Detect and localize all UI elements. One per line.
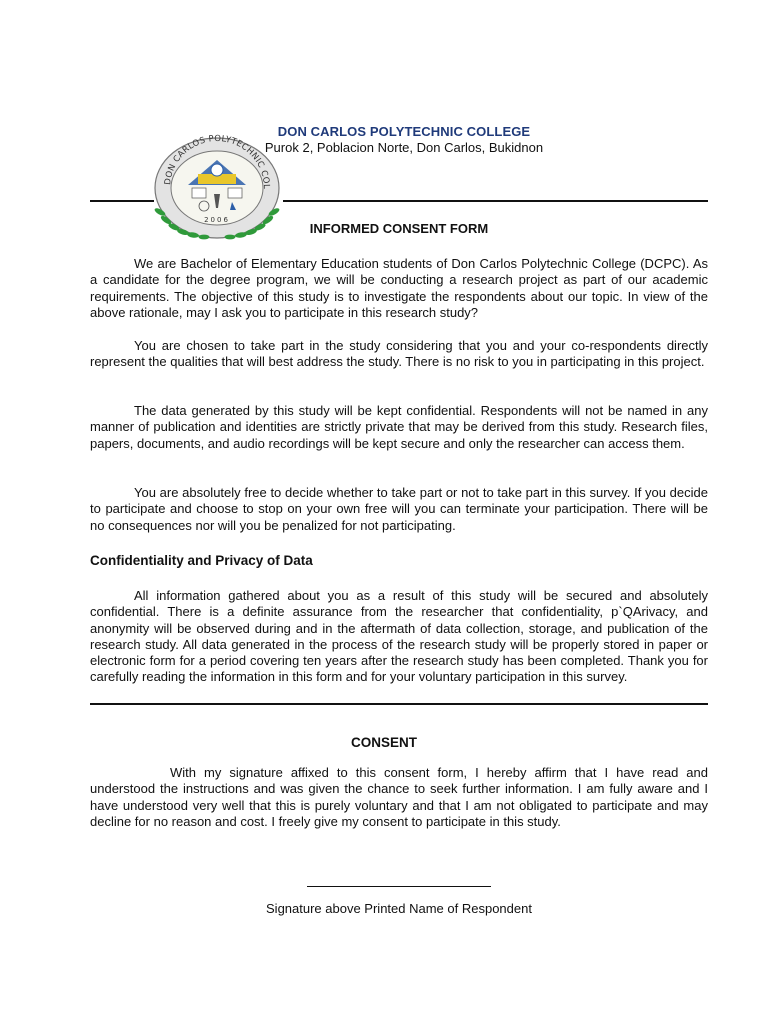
signature-line xyxy=(307,886,491,887)
logo-year: 2006 xyxy=(204,216,230,224)
college-address: Purok 2, Poblacion Norte, Don Carlos, Bukidnon xyxy=(264,140,544,155)
form-title: INFORMED CONSENT FORM xyxy=(309,221,489,236)
paragraph-selection: You are chosen to take part in the study considering that you and your co-respondents directly represent the qualities that will best address the study. There is no risk to you in participating in this project. xyxy=(90,338,708,370)
logo-ring-text: DON CARLOS POLYTECHNIC COL xyxy=(163,133,272,190)
signature-label: Signature above Printed Name of Respondent xyxy=(266,901,532,916)
paragraph-data: The data generated by this study will be kept confidential. Respondents will not be named in any manner of publication and identities are strictly private that may be derived from this study. Research files, papers, documents, and audio recordings will be kept secure and only the researcher can access them. xyxy=(90,403,708,451)
confidentiality-paragraph: All information gathered about you as a result of this study will be secured and absolutely confidential. There is a definite assurance from the researcher that confidentiality, p`QArivacy, and anonymity will be observed during and in the aftermath of data collection, storage, and publication of the research study. All data generated in the process of the research study will be properly stored in paper or electronic form for a period covering ten years after the research study has been completed. Thank you for carefully reading the information in this form and for your voluntary participation in this survey. xyxy=(90,588,708,685)
college-name: DON CARLOS POLYTECHNIC COLLEGE xyxy=(277,124,531,139)
header-rule-left xyxy=(90,200,154,202)
paragraph-intro: We are Bachelor of Elementary Education students of Don Carlos Polytechnic College (DCPC). As a candidate for the degree program, we will be conducting a research project as part of our academic requirements. The objective of this study is to investigate the respondents about our topic. In view of the above rationale, may I ask you to participate in this research study? xyxy=(90,256,708,320)
section-divider xyxy=(90,703,708,705)
paragraph-voluntary: You are absolutely free to decide whether to take part or not to take part in this survey. If you decide to participate and choose to stop on your own free will you can terminate your participation. There will be no consequences nor will you be penalized for not participating. xyxy=(90,485,708,533)
consent-paragraph: With my signature affixed to this consent form, I hereby affirm that I have read and understood the instructions and was given the chance to seek further information. I am fully aware and I have understood very well that this is purely voluntary and that I am not obligated to participate and may decline for no reason and cost. I freely give my consent to participate in this study. xyxy=(90,765,708,829)
confidentiality-heading: Confidentiality and Privacy of Data xyxy=(90,553,313,568)
consent-title: CONSENT xyxy=(350,735,417,750)
header-rule-right xyxy=(283,200,708,202)
